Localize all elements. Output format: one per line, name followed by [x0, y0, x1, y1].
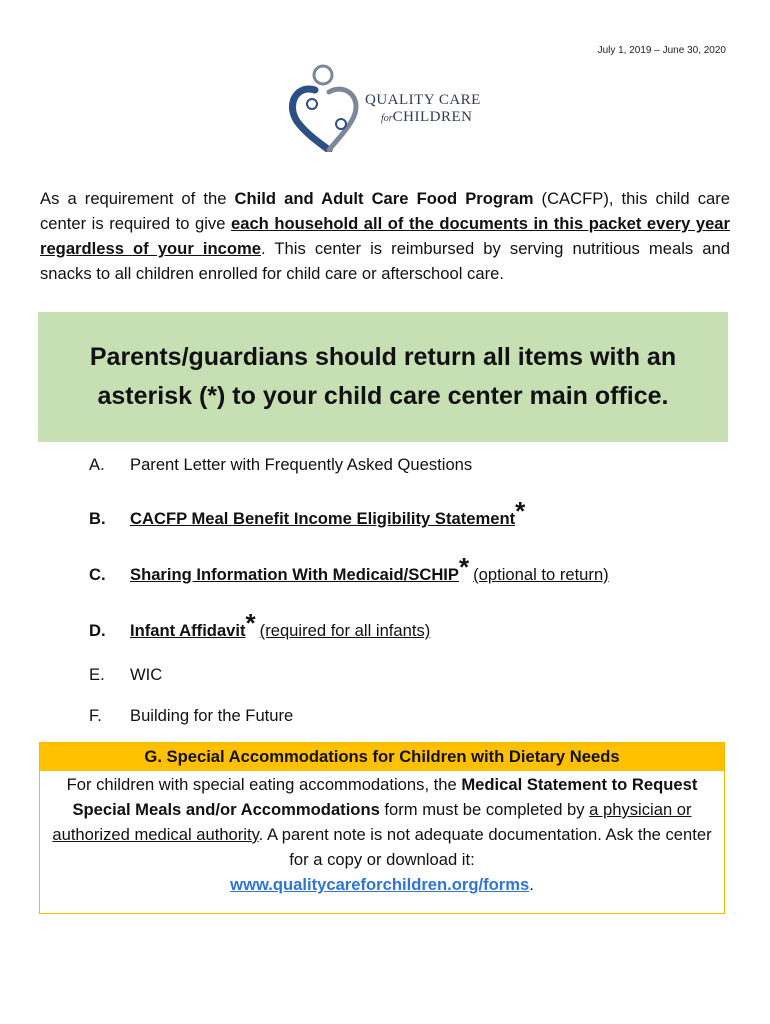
item-note: (required for all infants): [259, 621, 431, 640]
item-title: Parent Letter with Frequently Asked Questions: [130, 455, 473, 474]
forms-link[interactable]: www.qualitycareforchildren.org/forms: [230, 875, 530, 894]
cacfp-name: Child and Adult Care Food Program: [234, 189, 534, 208]
item-title: Building for the Future: [130, 706, 294, 725]
return-items-callout: [38, 312, 728, 442]
item-title: CACFP Meal Benefit Income Eligibility Statement: [130, 509, 516, 528]
special-accommodations-heading: G. Special Accommodations for Children with Dietary Needs: [40, 743, 724, 771]
item-title: Infant Affidavit: [130, 621, 246, 640]
list-item-f: F. Building for the Future: [89, 706, 294, 725]
asterisk: *: [245, 608, 256, 638]
list-item-b: B. CACFP Meal Benefit Income Eligibility Statement*: [89, 496, 526, 528]
asterisk: *: [515, 496, 526, 526]
logo-for: for: [381, 113, 393, 124]
logo-line-2: CHILDREN: [392, 109, 473, 125]
quality-care-for-children-logo: [285, 62, 485, 152]
item-note: (optional to return): [473, 565, 609, 584]
heart-figures-icon: [285, 62, 365, 152]
date-range: July 1, 2019 – June 30, 2020: [597, 45, 726, 56]
list-item-a: A. Parent Letter with Frequently Asked Questions: [89, 455, 473, 474]
list-item-e: E. WIC: [89, 665, 163, 684]
physician-requirement: a physician or authorized medical authority: [52, 800, 692, 844]
list-item-d: D. Infant Affidavit* (required for all infants): [89, 608, 431, 640]
special-accommodations-text: For children with special eating accommodations, the Medical Statement to Request Special Meals and/or Accommodations form must be completed by a physician or authorized medical authority. A parent note is not adequate documentation. Ask the center for a copy or download it: www.qualitycareforchildren.org/forms.: [52, 775, 712, 894]
callout-text: Parents/guardians should return all items with an asterisk (*) to your child care center main office.: [89, 343, 677, 410]
item-title: WIC: [130, 665, 163, 684]
asterisk: *: [458, 552, 470, 582]
special-accommodations-box: [39, 742, 725, 914]
medical-statement-name: Medical Statement to Request Special Meals and/or Accommodations: [72, 775, 698, 819]
intro-paragraph: As a requirement of the Child and Adult Care Food Program (CACFP), this child care center is required to give each household all of the documents in this packet every year regardless of your income. This center is reimbursed by serving nutritious meals and snacks to all children enrolled for child care or afterschool care.: [40, 189, 730, 283]
every-year-emphasis: each household all of the documents in this packet every year regardless of your income: [40, 214, 730, 258]
list-item-c: C. Sharing Information With Medicaid/SCHIP* (optional to return): [89, 552, 609, 584]
logo-line-1: QUALITY CARE: [365, 92, 481, 108]
item-title: Sharing Information With Medicaid/SCHIP: [130, 565, 459, 584]
